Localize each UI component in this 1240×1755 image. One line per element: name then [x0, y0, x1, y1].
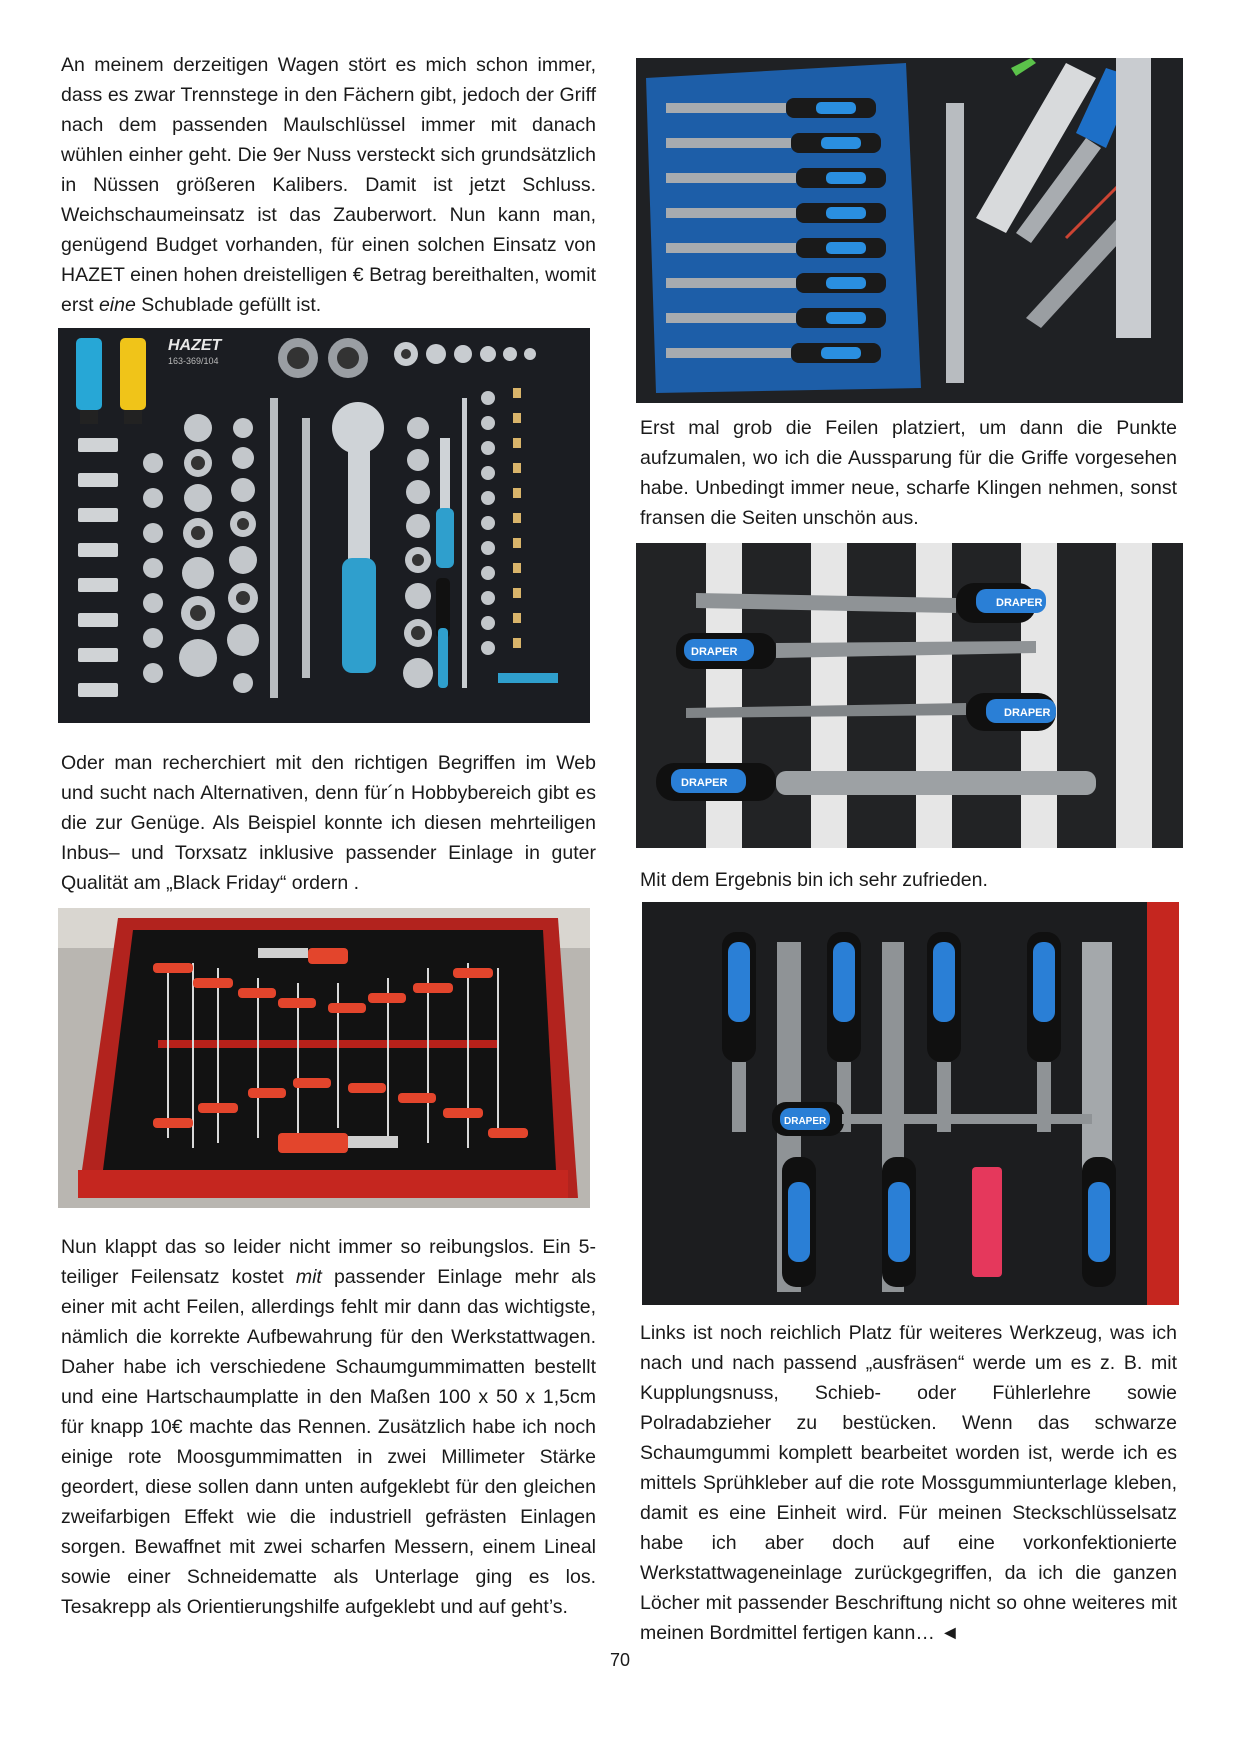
left-paragraph-2: Oder man recherchiert mit den richtigen Begriffen im Web und sucht nach Alternativen, denn für´n Hobbybereich gibt es die zur Genüge. Als Beispiel konnte ich diesen mehrteiligen Inbus– und Torxsatz inklusive passender Einlage in guter Qualität am „Black Friday“ ordern . — [61, 752, 596, 894]
right-paragraph-3: Links ist noch reichlich Platz für weiteres Werkzeug, was ich nach und nach passend „ausfräsen“ werde um es z. B. mit Kupplungsnuss, Schieb- oder Fühlerlehre sowie Polradabzieher zu bestücken. Wenn das schwarze Schaumgummi komplett bearbeitet worden ist, werde ich es mittels Sprühkleber auf die rote Mossgummiunterlage kleben, damit es eine Einheit wird. Für meinen Steckschlüsselsatz habe ich aber doch auf eine vorkonfektionierte Werkstattwageneinlage zurückgegriffen, da ich die ganzen Löcher mit passender Beschriftung nicht so ohne weiteres mit meinen Bordmittel fertigen kann… ◄ — [640, 1322, 1177, 1644]
file-set-roll-photo — [636, 58, 1183, 403]
hazet-socket-set-photo — [58, 328, 590, 723]
page-number: 70 — [609, 1650, 631, 1670]
draper-label-5: DRAPER — [784, 1116, 827, 1127]
draper-label-3: DRAPER — [1004, 707, 1051, 719]
emphasis-mit: mit — [295, 1266, 322, 1288]
hazet-logo-text: HAZET — [168, 337, 222, 354]
right-paragraph-2: Mit dem Ergebnis bin ich sehr zufrieden. — [640, 869, 988, 891]
draper-label-1: DRAPER — [996, 597, 1043, 609]
left-paragraph-1: An meinem derzeitigen Wagen stört es mich schon immer, dass es zwar Trennstege in den Fächern gibt, jedoch der Griff nach dem passenden Maulschlüssel immer mit danach wühlen einher geht. Die 9er Nuss versteckt sich grundsätzlich in Nüssen größeren Kalibers. Damit ist jetzt Schluss. Weichschaumeinsatz ist das Zauberwort. Nun kann man, genügend Budget vorhanden, für einen solchen Einsatz von HAZET einen hohen dreistelligen € Betrag bereithalten, womit erst eine Schublade gefüllt ist. — [61, 54, 596, 316]
hazet-model-text: 163-369/104 — [168, 356, 219, 366]
draper-label-2: DRAPER — [691, 646, 738, 658]
right-paragraph-1: Erst mal grob die Feilen platziert, um dann die Punkte aufzumalen, wo ich die Aussparung für die Griffe vorgesehen habe. Unbedingt immer neue, scharfe Klingen nehmen, sonst fransen die Seiten unschön aus. — [640, 417, 1177, 529]
files-on-foam-photo — [636, 543, 1183, 848]
hex-torx-set-photo — [58, 908, 590, 1208]
end-of-article-marker: ◄ — [934, 1622, 960, 1644]
emphasis-eine: eine — [98, 294, 136, 316]
left-paragraph-3: Nun klappt das so leider nicht immer so reibungslos. Ein 5-teiliger Feilensatz kostet mit passender Einlage mehr als einer mit acht Feilen, allerdings fehlt mir dann das wichtigste, nämlich die korrekte Aufbewahrung für den Werkstattwagen. Daher habe ich verschiedene Schaumgummimatten bestellt und eine Hartschaumplatte in den Maßen 100 x 50 x 1,5cm für knapp 10€ machte das Rennen. Zusätzlich habe ich noch einige rote Moosgummimatten in zwei Millimeter Stärke geordert, diese sollen dann unten aufgeklebt für den gleichen zweifarbigen Effekt wie die industriell gefrästen Einlagen sorgen. Bewaffnet mit zwei scharfen Messern, einem Lineal sowie einer Schneidematte als Unterlage ging es los. Tesakrepp als Orientierungshilfe aufgeklebt und auf geht’s. — [61, 1236, 596, 1618]
finished-foam-insert-photo — [642, 902, 1179, 1305]
draper-label-4: DRAPER — [681, 777, 728, 789]
